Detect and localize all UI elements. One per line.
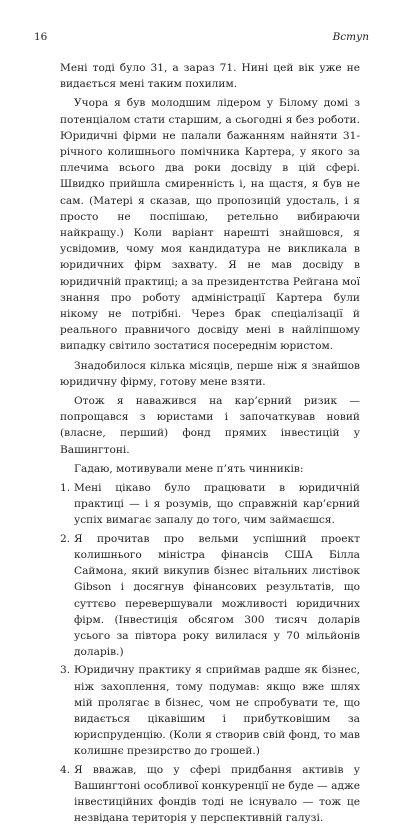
paragraph-age: Мені тоді було 31, а зараз 71. Нині цей вік уже не видається мені таким похилим.	[60, 62, 360, 91]
paragraph-motivation-intro: Гадаю, мотивували мене п’ять чинників:	[74, 462, 304, 475]
list-item-text: Мені цікаво було працювати в юридичній практиці — і я розумів, що справжній кар’єрний успіх вимагає запалу до того, чим займаєшся.	[74, 482, 360, 527]
list-item-text: Юридичну практику я сприймав радше як бізнес, ніж захоплення, тому подумав: якщо вже шлях мій пролягає в бізнес, чом не спробувати те, що видається цікавішим і прибутковішим за юриспруденцію. (Коли я створив свій фонд, то мав колишнє презирство до грошей.)	[74, 664, 360, 758]
motivation-list	[60, 480, 360, 826]
list-item-number: 4.	[60, 763, 71, 776]
list-item	[60, 480, 360, 529]
list-item-number: 1.	[60, 482, 71, 495]
list-item	[60, 531, 360, 661]
list-item-text: Я вважав, що у сфері придбання активів у Вашингтоні особливої конкуренції не буде — адже інвестиційних фондів тоді не існувало — тож це незвідана територія у перспективній галузі.	[74, 763, 360, 825]
body-text	[60, 60, 360, 828]
page-number: 16	[34, 31, 48, 43]
running-head	[34, 30, 369, 44]
list-item	[60, 762, 360, 827]
paragraph-white-house: Учора я був молодшим лідером у Білому домі з потенціалом стати старшим, а сьогодні я без роботи. Юридичні фірми не палали бажанням найняти 31-річного колишнього помічника Картера, у якого за плечима всього два роки досвіду в цій сфері. Швидко прийшла смиренність і, на щастя, я був не сам. (Матері я сказав, що пропозицій удосталь, і я просто не поспішаю, ретельно вибираючи найкращу.) Коли варіант нарешті знайшовся, я усвідомив, чому моя кандидатура не викликала в юридичних фірм захвату. Я не мав досвіду в юридичній практиці; а за президентства Рейгана мої знання про роботу адміністрації Картера були нікому не потрібні. Через брак спеціалізації й реального правничого досвіду мені в найліпшому випадку світило зостатися посереднім юристом.	[60, 97, 360, 353]
paragraph-career-risk: Отож я наважився на кар’єрний ризик — попрощався з юристами і започаткував новий (власне, перший) фонд прямих інвестицій у Вашингтоні.	[60, 395, 360, 456]
list-item-text: Я прочитав про вельми успішний проект колишнього міністра фінансів США Білла Саймона, який викупив бізнес вітальних листівок Gibson і досягнув фінансових результатів, що суттєво перевершували можливості юридичних фірм. (Інвестиція обсягом 300 тисяч доларів усього за півтора року вилилася у 70 мільйонів доларів.)	[74, 532, 360, 659]
list-item-number: 2.	[60, 532, 71, 545]
paragraph-months: Знадобилося кілька місяців, перше ніж я знайшов юридичну фірму, готову мене взяти.	[60, 359, 360, 388]
list-item	[60, 662, 360, 759]
list-item-number: 3.	[60, 664, 71, 677]
section-title: Вступ	[332, 31, 369, 43]
